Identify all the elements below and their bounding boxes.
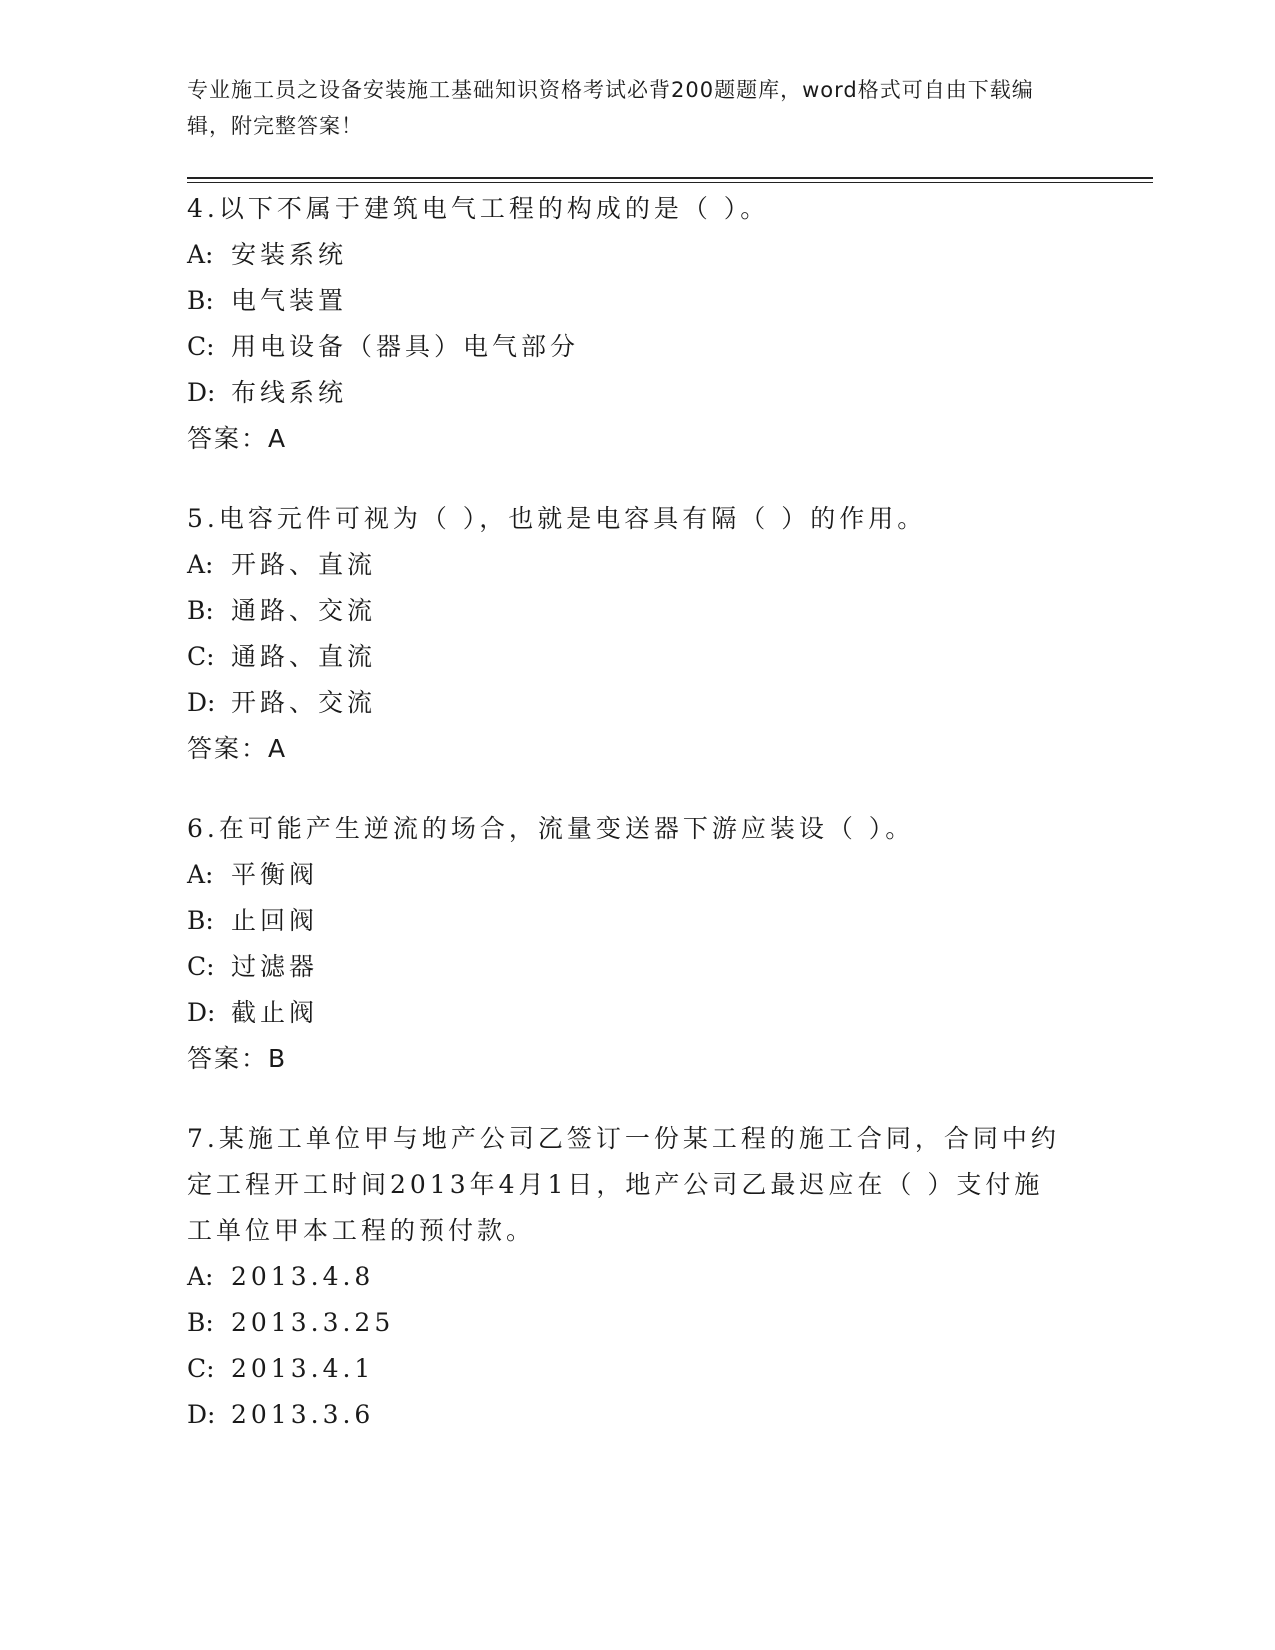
question-5 xyxy=(187,496,1067,772)
option-text: 用电设备（器具）电气部分 xyxy=(231,332,580,361)
option-b xyxy=(187,278,1067,324)
option-letter: C: xyxy=(187,332,215,361)
option-letter: D: xyxy=(187,688,216,717)
option-text: 开路、交流 xyxy=(231,688,377,717)
option-a xyxy=(187,1254,1067,1300)
option-text: 开路、直流 xyxy=(231,550,377,579)
option-c xyxy=(187,634,1067,680)
option-a xyxy=(187,232,1067,278)
option-c xyxy=(187,1346,1067,1392)
question-text: 7.某施工单位甲与地产公司乙签订一份某工程的施工合同，合同中约定工程开工时间2013年4月1日，地产公司乙最迟应在（ ）支付施工单位甲本工程的预付款。 xyxy=(187,1124,1060,1245)
option-d xyxy=(187,990,1067,1036)
question-text: 4.以下不属于建筑电气工程的构成的是（ ）。 xyxy=(187,194,770,223)
option-letter: B: xyxy=(187,286,214,315)
option-d xyxy=(187,680,1067,726)
option-letter: B: xyxy=(187,1308,214,1337)
option-text: 止回阀 xyxy=(231,906,319,935)
option-letter: C: xyxy=(187,642,215,671)
option-text: 截止阀 xyxy=(231,998,319,1027)
question-6 xyxy=(187,806,1067,1082)
option-c xyxy=(187,324,1067,370)
header-rule-thin xyxy=(187,182,1153,183)
option-b xyxy=(187,898,1067,944)
option-text: 2013.4.8 xyxy=(231,1262,375,1291)
option-text: 通路、直流 xyxy=(231,642,377,671)
option-letter: A: xyxy=(187,860,214,889)
option-letter: C: xyxy=(187,1354,215,1383)
option-b xyxy=(187,588,1067,634)
option-text: 2013.3.25 xyxy=(231,1308,395,1337)
option-c xyxy=(187,944,1067,990)
option-text: 布线系统 xyxy=(231,378,348,407)
option-text: 过滤器 xyxy=(231,952,319,981)
option-text: 电气装置 xyxy=(231,286,348,315)
answer-line: 答案：B xyxy=(187,1044,288,1073)
header-rule-thick xyxy=(187,177,1153,179)
question-7 xyxy=(187,1116,1067,1438)
option-text: 通路、交流 xyxy=(231,596,377,625)
question-text: 6.在可能产生逆流的场合，流量变送器下游应装设（ ）。 xyxy=(187,814,915,843)
option-d xyxy=(187,1392,1067,1438)
question-text: 5.电容元件可视为（ ），也就是电容具有隔（ ）的作用。 xyxy=(187,504,927,533)
option-letter: A: xyxy=(187,1262,214,1291)
option-letter: D: xyxy=(187,1400,216,1429)
option-letter: A: xyxy=(187,240,214,269)
option-text: 安装系统 xyxy=(231,240,348,269)
option-letter: A: xyxy=(187,550,214,579)
option-d xyxy=(187,370,1067,416)
option-letter: D: xyxy=(187,998,216,1027)
option-b xyxy=(187,1300,1067,1346)
option-text: 2013.4.1 xyxy=(231,1354,375,1383)
question-4 xyxy=(187,186,1067,462)
document-header: 专业施工员之设备安装施工基础知识资格考试必背200题题库，word格式可自由下载编辑，附完整答案！ xyxy=(187,78,1034,138)
option-letter: C: xyxy=(187,952,215,981)
option-letter: B: xyxy=(187,596,214,625)
answer-line: 答案：A xyxy=(187,734,288,763)
option-letter: D: xyxy=(187,378,216,407)
option-text: 平衡阀 xyxy=(231,860,319,889)
option-text: 2013.3.6 xyxy=(231,1400,375,1429)
option-a xyxy=(187,852,1067,898)
question-list xyxy=(187,186,1067,1472)
answer-line: 答案：A xyxy=(187,424,288,453)
option-a xyxy=(187,542,1067,588)
option-letter: B: xyxy=(187,906,214,935)
